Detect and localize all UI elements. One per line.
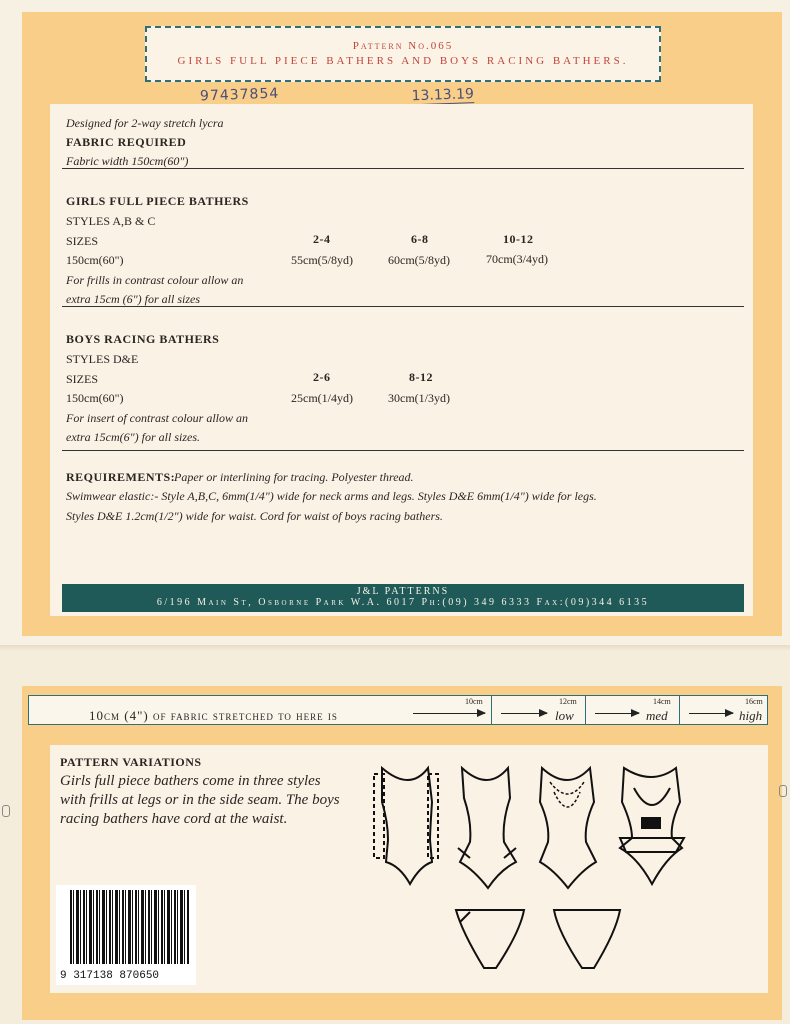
company-address: 6/196 Main St, Osborne Park W.A. 6017 Ph:(09) 349 6333 Fax:(09)344 6135 [156,597,650,608]
girls-note: extra 15cm (6") for all sizes [66,292,201,306]
barcode [56,885,196,985]
gauge-mark-label: 12cm [559,697,577,706]
pattern-number: Pattern No.065 [352,40,454,52]
gauge-mark-label: 10cm [465,697,483,706]
divider [62,306,744,307]
arrow-icon [595,713,639,714]
boys-amount: 25cm(1/4yd) [291,391,353,405]
arrow-icon [689,713,733,714]
barcode-number: 9 317138 870650 [60,970,160,982]
boys-sizes-label: SIZES [66,372,99,386]
girls-amount: 70cm(3/4yd) [486,252,548,266]
divider [62,450,744,451]
boys-note: For insert of contrast colour allow an [66,411,249,425]
swimsuit-illustrations [370,762,690,976]
gauge-mark [491,696,492,724]
variations-heading: PATTERN VARIATIONS [60,755,202,769]
stretch-level: med [646,708,668,723]
style-e-briefs [554,910,620,968]
requirements-line: Paper or interlining for tracing. Polyester thread. [174,470,414,484]
company-footer [62,584,744,612]
arrow-icon [501,713,547,714]
stretch-level: high [739,708,763,723]
boys-size: 8-12 [409,370,433,384]
style-c-swimsuit [540,768,596,888]
punch-hole [2,805,10,817]
girls-styles: STYLES A,B & C [66,214,156,228]
barcode-bars [70,890,190,964]
boys-width: 150cm(60") [66,391,124,405]
gauge-mark-label: 14cm [653,697,671,706]
gauge-mark [585,696,586,724]
style-d-swimsuit [620,768,684,884]
divider [62,168,744,169]
girls-amount: 60cm(5/8yd) [388,253,450,267]
fabric-heading: FABRIC REQUIRED [66,135,187,149]
variations-text: Girls full piece bathers come in three styles with frills at legs or in the side seam. The boys racing bathers have cord at the waist. [60,773,340,827]
girls-heading: GIRLS FULL PIECE BATHERS [66,194,249,208]
designed-for: Designed for 2-way stretch lycra [66,116,224,130]
gauge-mark [679,696,680,724]
punch-hole [779,785,787,797]
requirements-line: Styles D&E 1.2cm(1/2") wide for waist. Cord for waist of boys racing bathers. [66,509,443,523]
boys-amount: 30cm(1/3yd) [388,391,450,405]
girls-size: 2-4 [313,232,331,246]
girls-amount: 55cm(5/8yd) [291,253,353,267]
company-name: J&L PATTERNS [356,586,450,597]
style-a-swimsuit [374,768,438,884]
stretch-label: 10cm (4") of fabric stretched to here is [89,708,338,723]
girls-width: 150cm(60") [66,253,124,267]
style-d-briefs [456,910,524,968]
handwritten-date: 13.13.19 [364,86,475,107]
girls-note: For frills in contrast colour allow an [66,273,244,287]
gauge-mark-label: 16cm [745,697,763,706]
girls-sizes-label: SIZES [66,234,99,248]
fabric-width: Fabric width 150cm(60") [66,154,189,168]
handwritten-code: 97437854 [199,85,280,105]
requirements-line: Swimwear elastic:- Style A,B,C, 6mm(1/4") wide for neck arms and legs. Styles D&E 6mm(1/4") wide for legs. [66,489,597,503]
requirements-label: REQUIREMENTS: [66,470,176,484]
boys-note: extra 15cm(6") for all sizes. [66,430,201,444]
pattern-title: GIRLS FULL PIECE BATHERS AND BOYS RACING BATHERS. [177,55,629,67]
fabric-panel [50,104,753,616]
stretch-gauge [28,695,768,725]
boys-size: 2-6 [313,370,331,384]
boys-styles: STYLES D&E [66,352,139,366]
girls-size: 10-12 [503,232,534,246]
stretch-level: low [555,708,574,723]
style-b-swimsuit [458,768,516,888]
title-box [145,26,661,82]
girls-size: 6-8 [411,232,429,246]
boys-heading: BOYS RACING BATHERS [66,332,220,346]
arrow-icon [413,713,485,714]
